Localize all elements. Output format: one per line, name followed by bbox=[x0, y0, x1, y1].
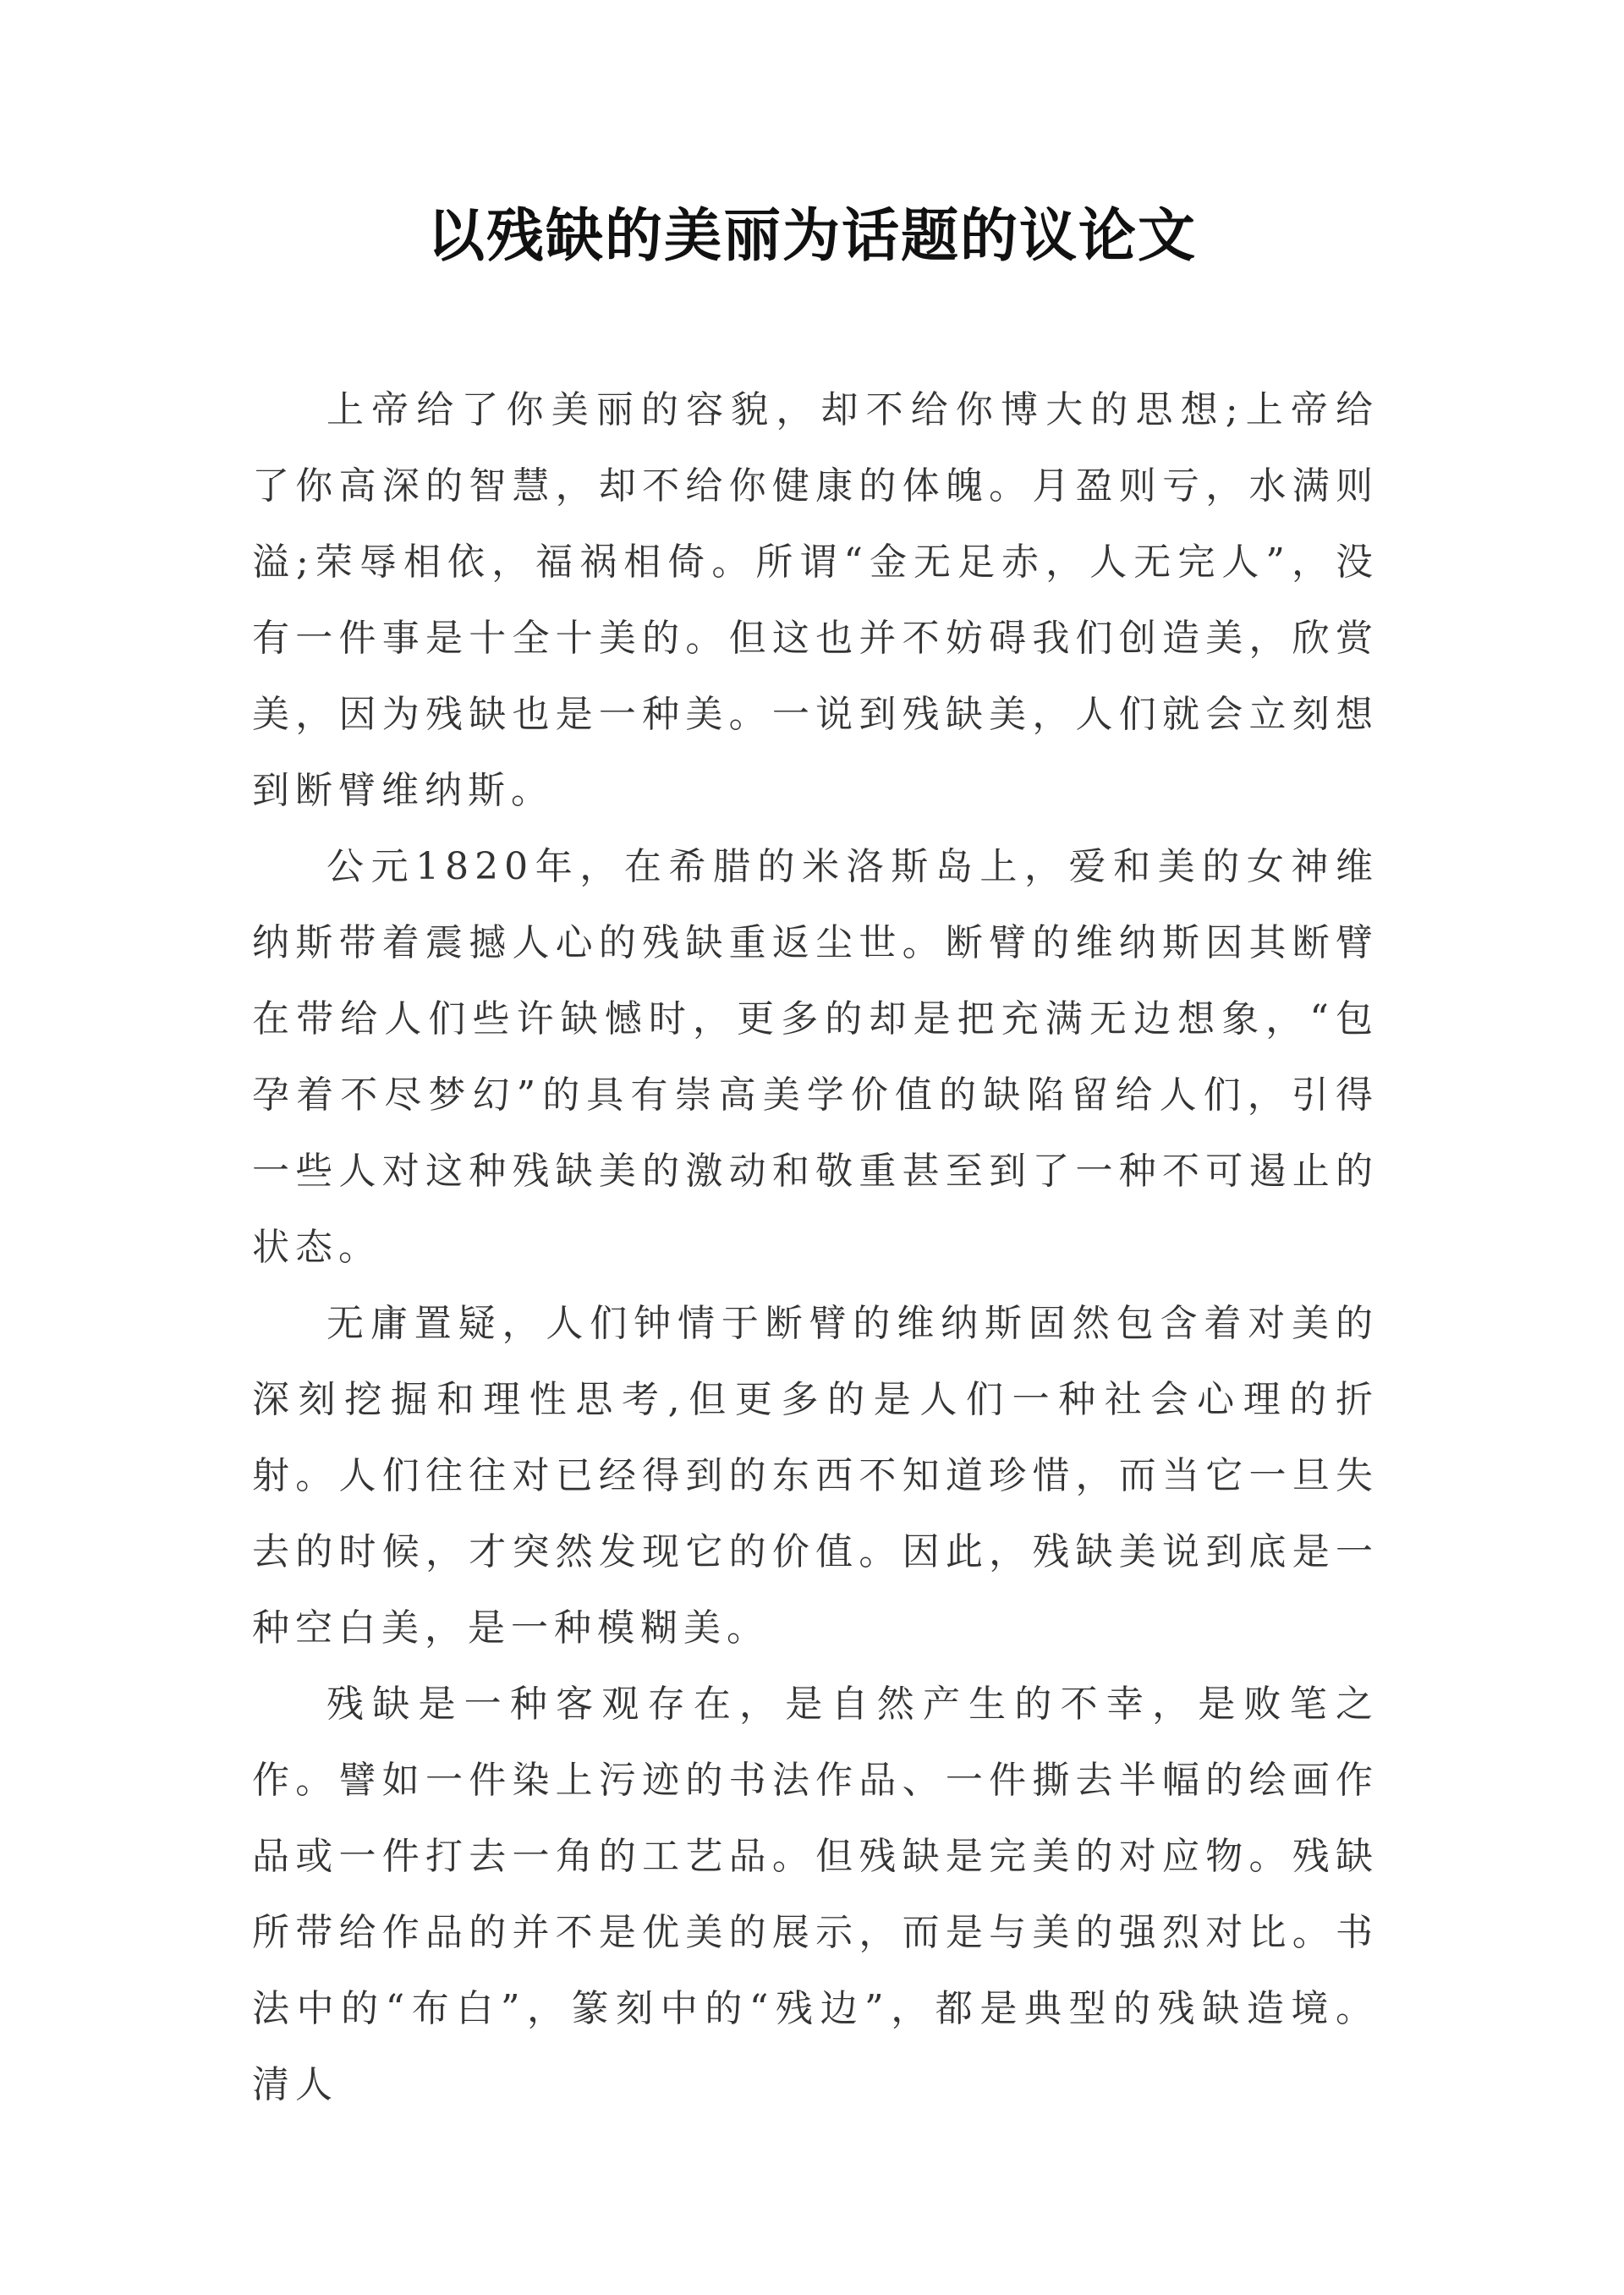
paragraph: 公元1820年，在希腊的米洛斯岛上，爱和美的女神维纳斯带着震撼人心的残缺重返尘世。断臂的维纳斯因其断臂在带给人们些许缺憾时，更多的却是把充满无边想象，“包孕着不尽梦幻”的具有崇高美学价值的缺陷留给人们，引得一些人对这种残缺美的激动和敬重甚至到了一种不可遏止的状态。 bbox=[252, 845, 1379, 1269]
document-body bbox=[252, 372, 1379, 2123]
document-title: 以残缺的美丽为话题的议论文 bbox=[426, 203, 1197, 270]
paragraph: 上帝给了你美丽的容貌，却不给你博大的思想;上帝给了你高深的智慧，却不给你健康的体魄。月盈则亏，水满则溢;荣辱相依，福祸相倚。所谓“金无足赤，人无完人”，没有一件事是十全十美的。但这也并不妨碍我们创造美，欣赏美，因为残缺也是一种美。一说到残缺美，人们就会立刻想到断臂维纳斯。 bbox=[252, 388, 1379, 812]
paragraph: 残缺是一种客观存在，是自然产生的不幸，是败笔之作。譬如一件染上污迹的书法作品、一件撕去半幅的绘画作品或一件打去一角的工艺品。但残缺是完美的对应物。残缺所带给作品的并不是优美的展示，而是与美的强烈对比。书法中的“布白”，篆刻中的“残边”，都是典型的残缺造境。清人 bbox=[252, 1683, 1379, 2106]
paragraph: 无庸置疑，人们钟情于断臂的维纳斯固然包含着对美的深刻挖掘和理性思考,但更多的是人们一种社会心理的折射。人们往往对已经得到的东西不知道珍惜，而当它一旦失去的时候，才突然发现它的价值。因此，残缺美说到底是一种空白美，是一种模糊美。 bbox=[252, 1302, 1379, 1650]
